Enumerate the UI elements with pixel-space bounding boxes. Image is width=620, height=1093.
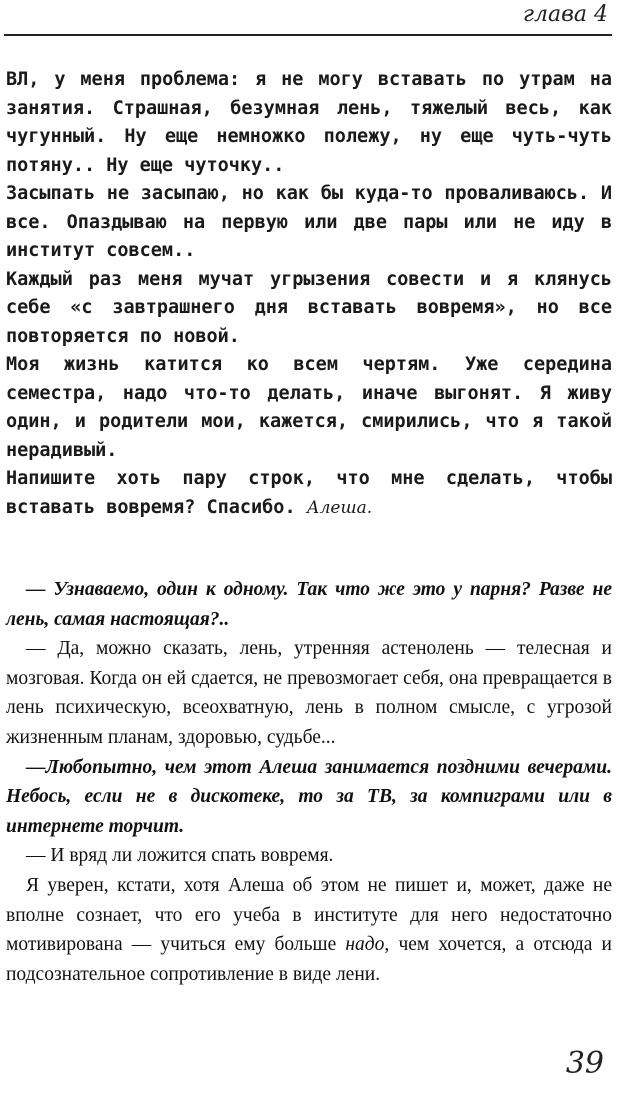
author-answer (6, 575, 612, 989)
chapter-label: глава 4 (522, 2, 608, 27)
question-paragraph: — Узнаваемо, один к одному. Так что же это у парня? Разве не лень, самая настоящая?.. (6, 579, 612, 630)
letter-paragraph: Моя жизнь катится ко всем чертям. Уже середина семестра, надо что-то делать, иначе выгонят. Я живу один, и родители мои, кажется, смирились, что я такой нерадивый. (6, 354, 612, 461)
letter-paragraph: Засыпать не засыпаю, но как бы куда-то проваливаюсь. И все. Опаздываю на первую или две пары или не иду в институт совсем.. (6, 183, 612, 261)
answer-paragraph (6, 871, 612, 989)
letter-paragraph (6, 465, 612, 522)
emphasis-word: надо (345, 934, 385, 956)
answer-paragraph: — Да, можно сказать, лень, утренняя астенолень — телесная и мозговая. Когда он ей сдается, не превозмогает себя, она превращается в лень психическую, всеохватную, лень в полном смысле, с угрозой жизненным планам, здоровью, судьбе... (6, 638, 612, 748)
letter-signature: Алеша. (306, 497, 373, 518)
question-paragraph: —Любопытно, чем этот Алеша занимается поздними вечерами. Небось, если не в дискотеке, то за ТВ, за компиграми или в интернете торчит. (6, 756, 612, 837)
reader-letter (6, 66, 612, 522)
answer-paragraph: — И вряд ли ложится спать вовремя. (26, 845, 334, 867)
answer-text: Я уверен, кстати, хотя Алеша об этом не пишет и, может, даже не вполне сознает, что его учеба в институте для него недостаточно мотивирована — учиться ему больше (6, 874, 612, 956)
letter-paragraph: ВЛ, у меня проблема: я не могу вставать по утрам на занятия. Страшная, безумная лень, тяжелый весь, как чугунный. Ну еще немножко полежу, ну еще чуть-чуть потяну.. Ну еще чуточку.. (6, 69, 612, 176)
page-number: 39 (565, 1046, 604, 1081)
answer-text: , чем хочется, а отсюда и подсознательное сопротивление в виде лени. (6, 934, 612, 985)
page-header (0, 0, 620, 40)
letter-closing: Напишите хоть пару строк, что мне сделать, чтобы вставать вовремя? Спасибо. (6, 468, 612, 518)
letter-paragraph: Каждый раз меня мучат угрызения совести и я клянусь себе «с завтрашнего дня вставать вовремя», но все повторяется по новой. (6, 268, 612, 347)
header-rule (4, 34, 612, 36)
